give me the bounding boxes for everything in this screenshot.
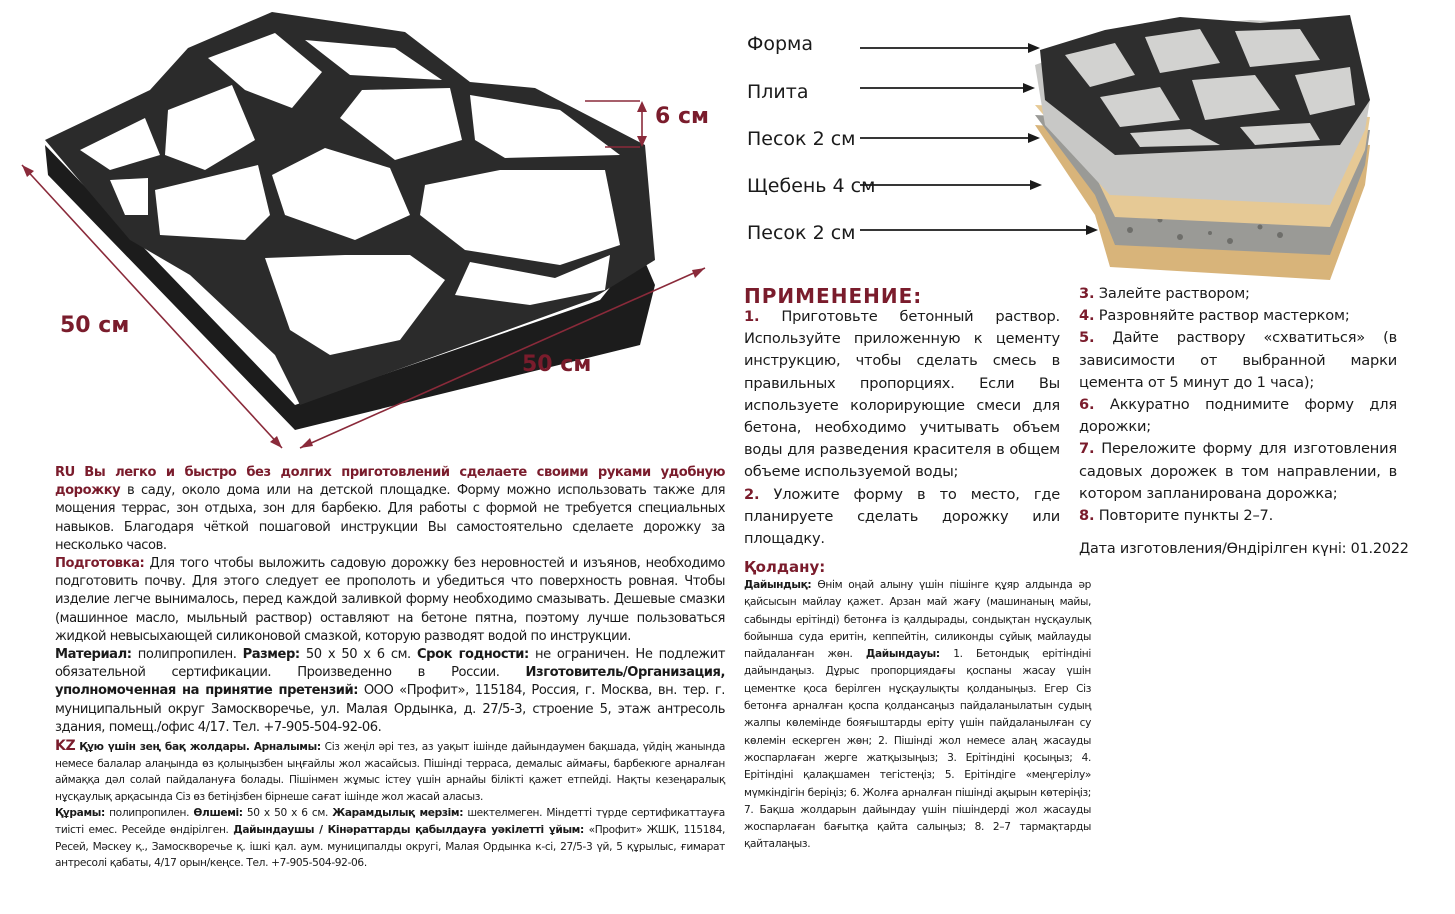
usage-step-3-text: Залейте раствором; [1098,285,1250,302]
ru-intro [55,464,725,555]
usage-step-3 [1079,283,1397,305]
usage-step-8-text: Повторите пункты 2–7. [1098,507,1274,525]
usage-step-5 [1079,327,1397,394]
kz-usage-prep-label: Дайындық: [744,579,812,591]
kz-language-tag: KZ [55,738,76,754]
ru-language-tag: RU [55,465,75,480]
kz-intro [55,738,725,805]
ru-description-block [55,464,725,737]
kz-usage-text [744,577,1091,854]
ru-size-label: Размер: [242,647,300,663]
layer-label-slab: Плита [747,81,809,103]
ru-shelf-label: Срок годности: [416,647,529,663]
usage-step-3-num: 3. [1079,285,1095,302]
kz-usage-steps-label: Дайындауы: [865,648,940,661]
ru-preparation [55,555,725,646]
usage-step-7 [1079,438,1397,505]
ru-maker-label: Изготовитель/Организация, уполномоченная на принятие претензий: [55,665,725,699]
layer-label-sand-bottom: Песок 2 см [747,222,856,244]
kz-shelf-text: шектелмеген. Міндетті түрде сертификаттауға тиісті емес. Ресейде өндірілген. [55,807,725,836]
ru-intro-bold: Вы легко и быстро без долгих приготовлений сделаете своими руками удобную дорожку [55,465,725,499]
usage-step-7-text: Переложите форму для изготовления садовых дорожек в том направлении, в котором запланирована дорожка; [1079,440,1397,502]
ru-size-text: 50 х 50 х 6 см. [305,647,411,663]
usage-step-8 [1079,505,1397,527]
kz-material-text: полипропилен. [109,807,190,820]
usage-step-4-num: 4. [1079,307,1095,325]
layer-label-form: Форма [747,33,814,55]
usage-step-8-num: 8. [1079,507,1095,525]
usage-step-1-num: 1. [744,308,760,325]
usage-steps-left [744,306,1060,550]
usage-heading: ПРИМЕНЕНИЕ: [744,284,923,308]
kz-usage-prep-text: Өнім оңай алыну үшін пішінге құяр алдында әр қайсысын майлау қажет. Арзан май жағу (машинаның майы, сабынды ерітінді) бетонға із қалдырады, сондықтан нұсқаулық бойынша суда еритін, кеппейтін, силиконды сұйық майлауды пайдаланған жөн. [744,579,1091,661]
kz-size-label: Өлшемі: [193,807,243,820]
usage-step-1 [744,306,1060,484]
ru-prep-text: Для того чтобы выложить садовую дорожку без неровностей и изъянов, необходимо подготовить почву. Для этого следует ее прополоть и убедиться что поверхность ровная. Чтобы изделие легче вынималось, перед каждой заливкой форму необходимо смазывать. Дешевые смазки (машинное масло, мыльный раствор) оставляют на бетоне пятна, поэтому лучше пользоваться жидкой невысыхающей силиконовой смазкой, которую разводят водой по инструкции. [55,556,725,644]
ru-intro-text: в саду, около дома или на детской площадке. Форму можно использовать также для мощения террас, зон отдыха, зон для барбекю. Для работы с формой не требуется специальных навыков. Благодаря чёткой пошаговой инструкции Вы самостоятельно сделаете дорожку за несколько часов. [55,483,726,553]
kz-intro-text: Сіз жеңіл әрі тез, аз уақыт ішінде дайындаумен бақшада, үйдің жанында немесе балалар алаңында өз қолыңызбен ыңғайлы жол жасайсыз. Пішінді терраса, демалыс аймағы, барбекюге арналған аймаққа дәл солай пайдалануға болады. Пішінмен жұмыс істеу үшін арнайы білікті қажет етпейді. Нақты кезеңаралық нұсқаулық арқасында Сіз өз бетіңізбен бірнеше сағат ішінде жол жасай аласыз. [55,741,725,803]
ru-maker-text: ООО «Профит», 115184, Россия, г. Москва, вн. тер. г. муниципальный округ Замоскворечье, ул. Малая Ордынка, д. 27/5-3, строение 5, этаж антресоль здания, помещ./офис 4/17. Тел. +7-905-504-92-06. [55,683,726,735]
usage-step-5-text: Дайте раствору «схватиться» (в зависимости от выбранной марки цемента от 5 минут до 1 часа); [1079,329,1397,391]
usage-step-6-num: 6. [1079,396,1095,414]
kz-size-text: 50 х 50 х 6 см. [246,807,328,820]
kz-maker-text: «Профит» ЖШК, 115184, Ресей, Мәскеу қ., Замоскворечье қ. ішкі қал. аум. муниципалды округі, Малая Ордынка к-сі, 27/5-3 үй, 5 құрылыс, ғимарат антресолі қабаты, 4/17 орын/кеңсе. Тел. +7-905-504-92-06. [55,823,725,870]
ru-prep-label: Подготовка: [55,556,145,572]
layer-label-gravel: Щебень 4 см [747,175,876,197]
kz-specs [55,805,725,871]
kz-usage-steps-text: 1. Бетондық ерітіндіні дайындаңыз. Дұрыс пропорциядағы қоспаны жасау үшін цементке қоса берілген нұсқаулықты қолданыңыз. Егер Сіз бетонға арналған қоспа қолдансаңыз пайдаланылатын судың жалпы көлемінде бояғыштарды еріту үшін пайдаланылған су көлемін ескерген жөн; 2. Пішінді жол немесе алаң жасауды жоспарлаған жерге жатқызыңыз; 3. Ерітіндіні қосыңыз; 4. Ерітіндіні қалақшамен тегістеңіз; 5. Ерітіндіге «меңгерілу» мүмкіндігін беріңіз; 6. Жолға арналған пішінді ақырын көтеріңіз; 7. Бақша жолдарын дайындау үшін пішіндерді жол жасауды жоспарлаған бағытқа қайта салыңыз; 8. 2–7 тармақтарды қайталаңыз. [744,648,1091,851]
kz-description-block [55,738,725,872]
kz-shelf-label: Жарамдылық мерзім: [332,807,464,820]
usage-step-7-num: 7. [1079,440,1095,458]
usage-step-2-num: 2. [744,485,760,503]
usage-steps-right [1079,283,1397,527]
ru-shelf-text: не ограничен. Не подлежит обязательной сертификации. Произведенно в России. [55,647,726,681]
usage-step-1-text: Приготовьте бетонный раствор. Используйте приложенную к цементу инструкцию, чтобы сделать смесь в правильных пропорциях. Если Вы используете колорирующие смеси для бетона, необходимо учитывать объем воды для разведения красителя в общем объеме используемой воды; [744,308,1060,481]
ru-specs [55,646,725,737]
height-dimension-label: 6 см [655,104,709,129]
mold-illustration [0,0,740,460]
usage-step-5-num: 5. [1079,329,1095,347]
layer-label-sand-top: Песок 2 см [747,128,856,150]
layer-arrows [860,30,1120,250]
kz-usage-heading: Қолдану: [744,558,826,576]
width-right-dimension-label: 50 см [522,352,592,377]
ru-material-label: Материал: [55,647,132,663]
usage-step-6-text: Аккуратно поднимите форму для дорожки; [1079,396,1397,436]
usage-step-2 [744,484,1060,551]
manufacture-date: Дата изготовления/Өндірілген күні: 01.2022 [1079,541,1409,557]
kz-intro-bold: Құю үшін зең бақ жолдары. Арналымы: [79,741,321,753]
kz-maker-label: Дайындаушы / Кінәраттарды қабылдауға уәкілетті ұйым: [233,823,584,836]
width-left-dimension-label: 50 см [60,313,130,338]
ru-material-text: полипропилен. [137,647,237,663]
kz-material-label: Құрамы: [55,807,105,820]
usage-step-4 [1079,305,1397,327]
usage-step-2-text: Уложите форму в то место, где планируете сделать дорожку или площадку. [744,485,1060,548]
usage-step-6 [1079,394,1397,438]
kz-usage-block [744,577,1091,854]
usage-step-4-text: Разровняйте раствор мастерком; [1098,307,1350,325]
